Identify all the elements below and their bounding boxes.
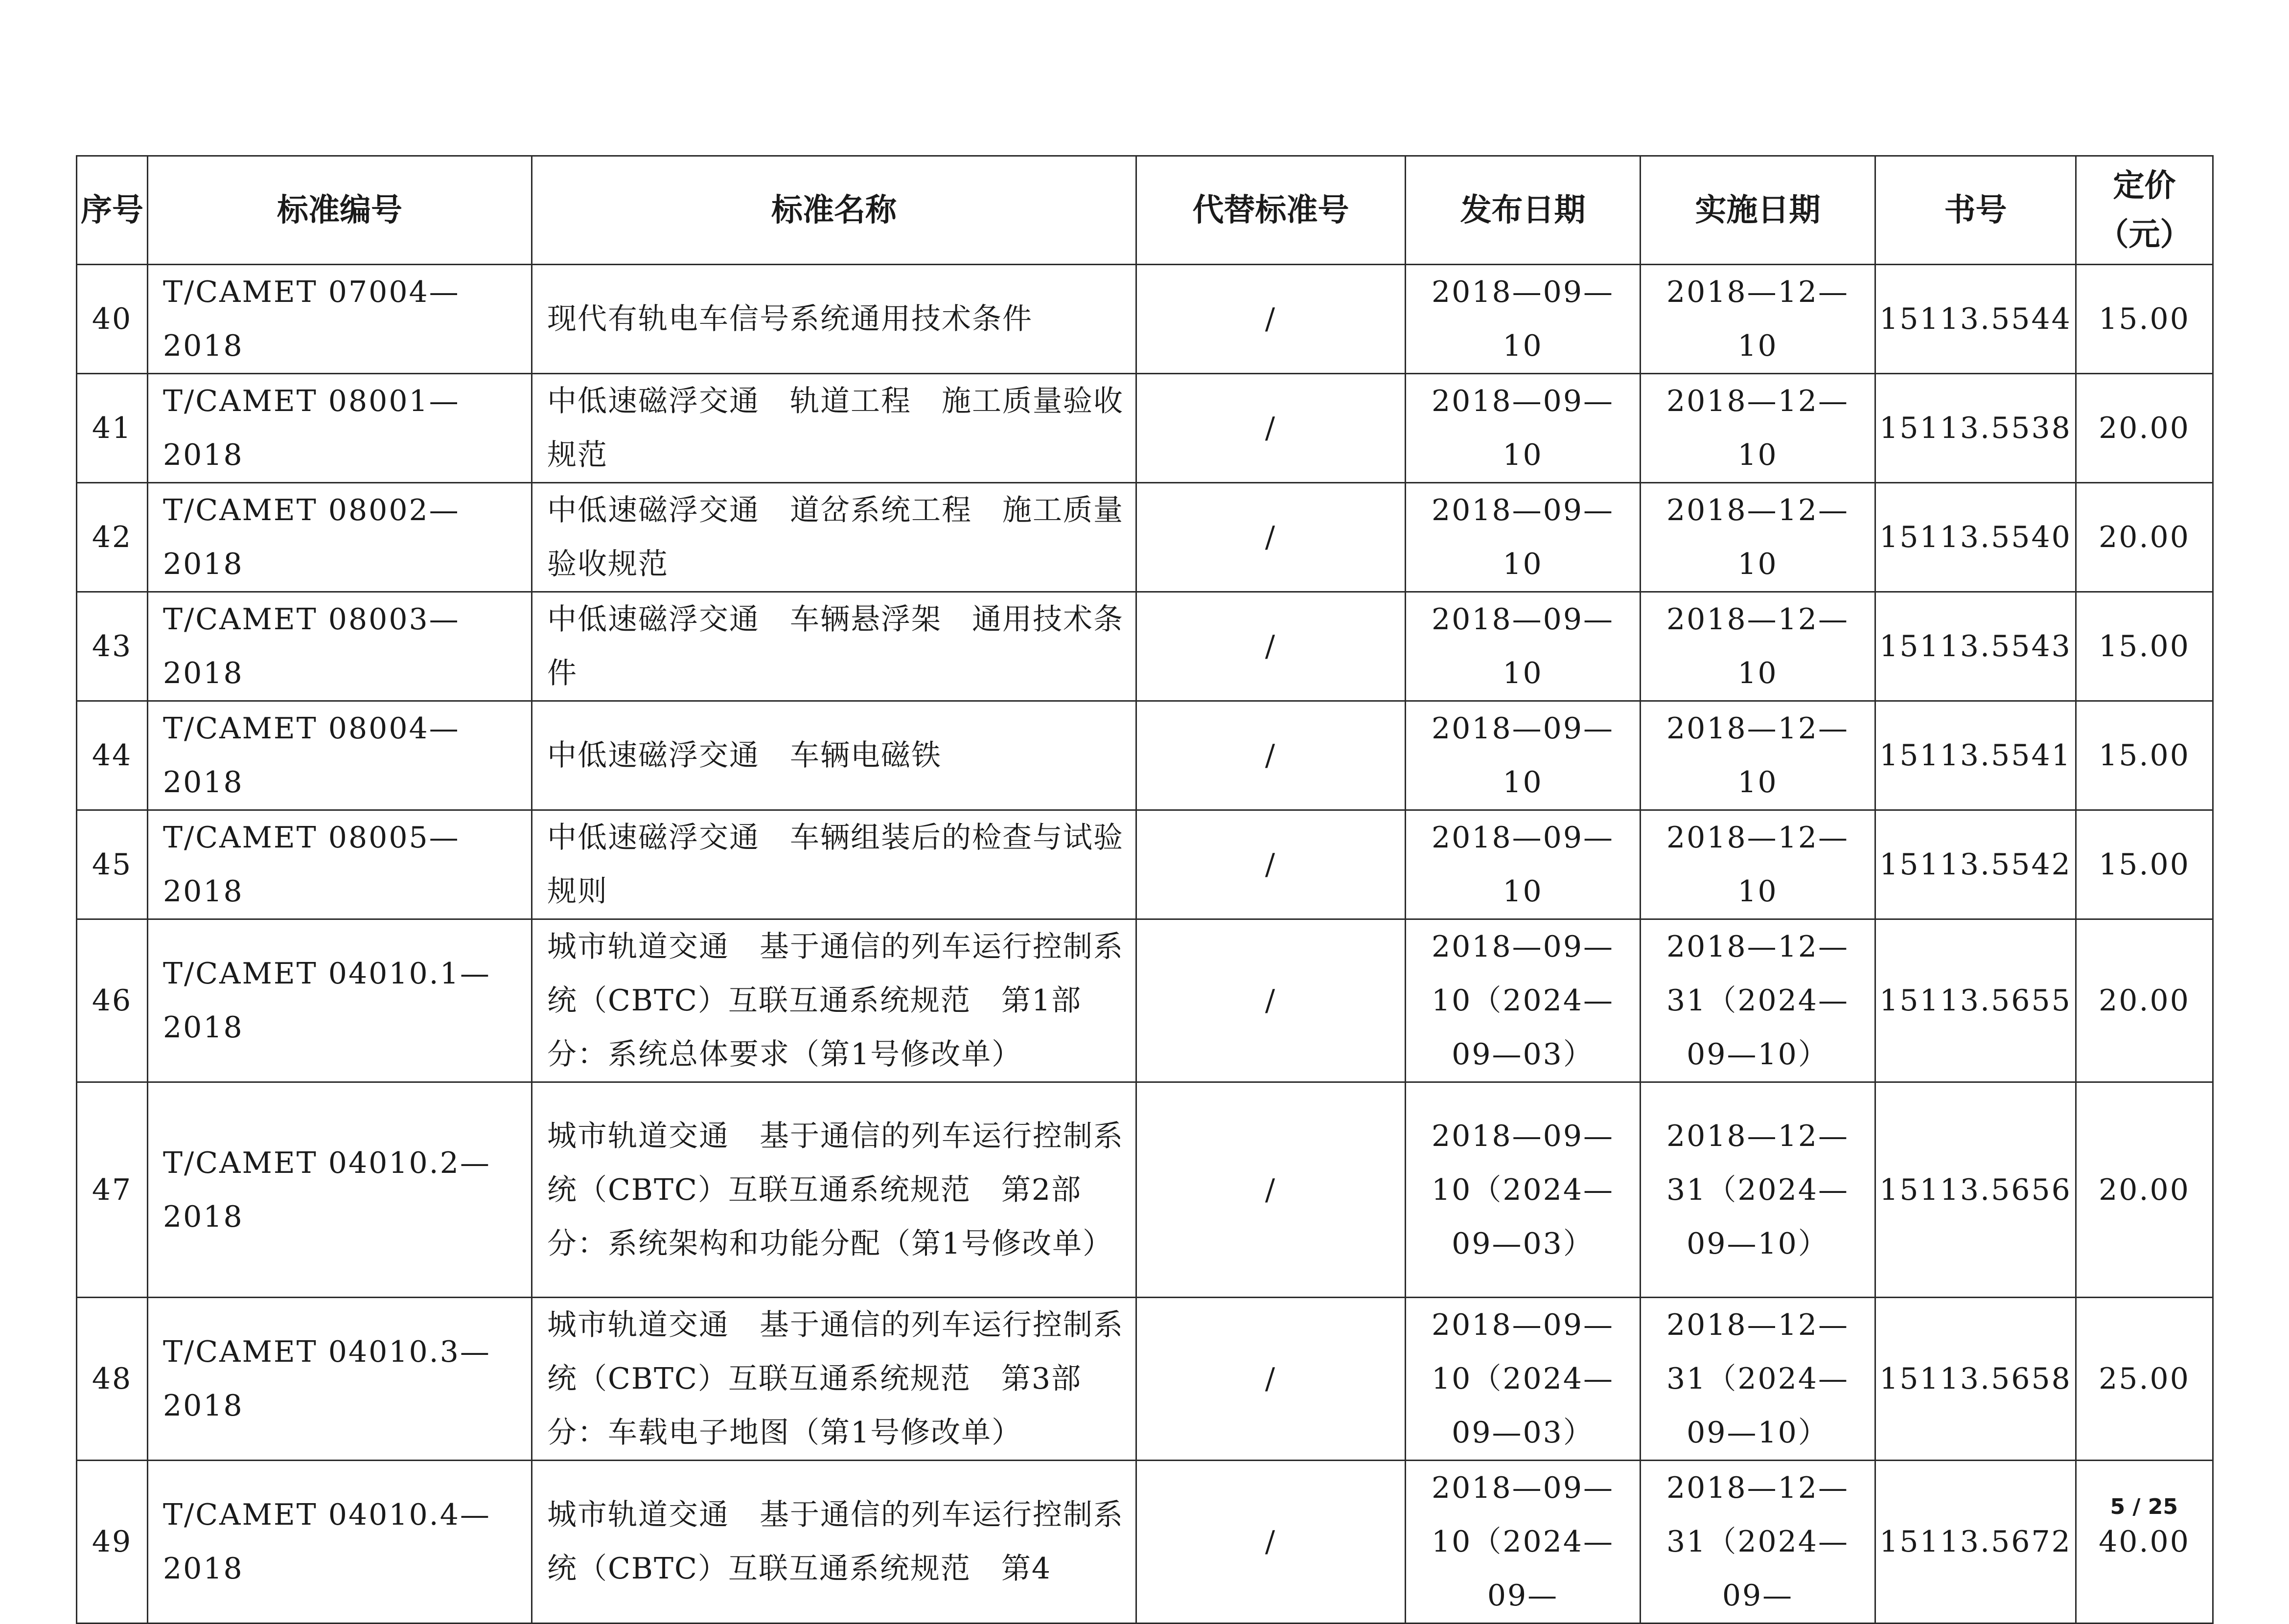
- row-implement-date: 2018—12—10: [1641, 701, 1875, 810]
- row-replace: /: [1136, 374, 1406, 483]
- table-row: [77, 265, 2213, 374]
- row-code: T/CAMET 04010.4—2018: [148, 1461, 532, 1624]
- row-publish-date: 2018—09—10（2024—09—: [1406, 1461, 1641, 1624]
- row-name: 中低速磁浮交通 车辆组装后的检查与试验规则: [532, 810, 1136, 919]
- row-publish-date: 2018—09—10: [1406, 483, 1641, 592]
- table-row: [77, 1298, 2213, 1461]
- table-row: [77, 592, 2213, 701]
- row-code: T/CAMET 04010.1—2018: [148, 919, 532, 1082]
- row-replace: /: [1136, 701, 1406, 810]
- row-name: 中低速磁浮交通 车辆悬浮架 通用技术条件: [532, 592, 1136, 701]
- row-price: 15.00: [2076, 592, 2213, 701]
- header-seq: 序号: [77, 156, 148, 265]
- row-replace: /: [1136, 810, 1406, 919]
- row-code: T/CAMET 08002—2018: [148, 483, 532, 592]
- row-replace: /: [1136, 1082, 1406, 1298]
- row-seq: 45: [77, 810, 148, 919]
- row-name: 城市轨道交通 基于通信的列车运行控制系统（CBTC）互联互通系统规范 第2部分：系统架构和功能分配（第1号修改单）: [532, 1082, 1136, 1298]
- row-book-number: 15113.5544: [1875, 265, 2076, 374]
- row-replace: /: [1136, 265, 1406, 374]
- header-book-number: 书号: [1875, 156, 2076, 265]
- row-book-number: 15113.5658: [1875, 1298, 2076, 1461]
- row-book-number: 15113.5672: [1875, 1461, 2076, 1624]
- row-seq: 43: [77, 592, 148, 701]
- row-publish-date: 2018—09—10: [1406, 810, 1641, 919]
- row-seq: 48: [77, 1298, 148, 1461]
- row-seq: 46: [77, 919, 148, 1082]
- row-replace: /: [1136, 483, 1406, 592]
- row-book-number: 15113.5656: [1875, 1082, 2076, 1298]
- row-seq: 40: [77, 265, 148, 374]
- row-code: T/CAMET 08004—2018: [148, 701, 532, 810]
- row-implement-date: 2018—12—10: [1641, 265, 1875, 374]
- row-name: 城市轨道交通 基于通信的列车运行控制系统（CBTC）互联互通系统规范 第3部分：车载电子地图（第1号修改单）: [532, 1298, 1136, 1461]
- row-replace: /: [1136, 919, 1406, 1082]
- row-seq: 44: [77, 701, 148, 810]
- table-body: [77, 265, 2213, 1624]
- standards-table: [76, 155, 2214, 1624]
- row-book-number: 15113.5541: [1875, 701, 2076, 810]
- header-implement-date: 实施日期: [1641, 156, 1875, 265]
- row-implement-date: 2018—12—10: [1641, 592, 1875, 701]
- table-row: [77, 483, 2213, 592]
- row-seq: 49: [77, 1461, 148, 1624]
- row-price: 15.00: [2076, 701, 2213, 810]
- header-price: 定价（元）: [2076, 156, 2213, 265]
- row-price: 20.00: [2076, 374, 2213, 483]
- header-replace: 代替标准号: [1136, 156, 1406, 265]
- row-publish-date: 2018—09—10（2024—09—03）: [1406, 919, 1641, 1082]
- row-book-number: 15113.5655: [1875, 919, 2076, 1082]
- row-seq: 41: [77, 374, 148, 483]
- row-replace: /: [1136, 1298, 1406, 1461]
- row-implement-date: 2018—12—31（2024—09—: [1641, 1461, 1875, 1624]
- row-implement-date: 2018—12—31（2024—09—10）: [1641, 1082, 1875, 1298]
- row-price: 20.00: [2076, 483, 2213, 592]
- row-code: T/CAMET 08001—2018: [148, 374, 532, 483]
- row-price: 20.00: [2076, 1082, 2213, 1298]
- row-book-number: 15113.5543: [1875, 592, 2076, 701]
- page-number: 5 / 25: [2110, 1494, 2178, 1519]
- table-row: [77, 810, 2213, 919]
- row-name: 中低速磁浮交通 道岔系统工程 施工质量验收规范: [532, 483, 1136, 592]
- row-price: 15.00: [2076, 265, 2213, 374]
- table-row: [77, 374, 2213, 483]
- row-replace: /: [1136, 592, 1406, 701]
- row-book-number: 15113.5542: [1875, 810, 2076, 919]
- header-name: 标准名称: [532, 156, 1136, 265]
- row-seq: 47: [77, 1082, 148, 1298]
- row-name: 城市轨道交通 基于通信的列车运行控制系统（CBTC）互联互通系统规范 第4: [532, 1461, 1136, 1624]
- row-publish-date: 2018—09—10: [1406, 592, 1641, 701]
- row-price: 15.00: [2076, 810, 2213, 919]
- table-row: [77, 919, 2213, 1082]
- row-implement-date: 2018—12—31（2024—09—10）: [1641, 1298, 1875, 1461]
- row-price: 40.00: [2076, 1461, 2213, 1624]
- row-implement-date: 2018—12—10: [1641, 374, 1875, 483]
- row-publish-date: 2018—09—10（2024—09—03）: [1406, 1082, 1641, 1298]
- header-publish-date: 发布日期: [1406, 156, 1641, 265]
- row-publish-date: 2018—09—10: [1406, 265, 1641, 374]
- row-book-number: 15113.5540: [1875, 483, 2076, 592]
- row-seq: 42: [77, 483, 148, 592]
- row-code: T/CAMET 08003—2018: [148, 592, 532, 701]
- row-implement-date: 2018—12—31（2024—09—10）: [1641, 919, 1875, 1082]
- row-implement-date: 2018—12—10: [1641, 483, 1875, 592]
- table-row: [77, 1082, 2213, 1298]
- table-row: [77, 701, 2213, 810]
- row-publish-date: 2018—09—10: [1406, 701, 1641, 810]
- row-code: T/CAMET 08005—2018: [148, 810, 532, 919]
- row-code: T/CAMET 04010.2—2018: [148, 1082, 532, 1298]
- row-implement-date: 2018—12—10: [1641, 810, 1875, 919]
- row-price: 25.00: [2076, 1298, 2213, 1461]
- header-code: 标准编号: [148, 156, 532, 265]
- row-code: T/CAMET 07004—2018: [148, 265, 532, 374]
- row-book-number: 15113.5538: [1875, 374, 2076, 483]
- row-name: 城市轨道交通 基于通信的列车运行控制系统（CBTC）互联互通系统规范 第1部分：系统总体要求（第1号修改单）: [532, 919, 1136, 1082]
- row-code: T/CAMET 04010.3—2018: [148, 1298, 532, 1461]
- row-publish-date: 2018—09—10（2024—09—03）: [1406, 1298, 1641, 1461]
- header-row: [77, 156, 2213, 265]
- table-row: [77, 1461, 2213, 1624]
- row-name: 中低速磁浮交通 轨道工程 施工质量验收规范: [532, 374, 1136, 483]
- row-name: 中低速磁浮交通 车辆电磁铁: [532, 701, 1136, 810]
- row-price: 20.00: [2076, 919, 2213, 1082]
- row-name: 现代有轨电车信号系统通用技术条件: [532, 265, 1136, 374]
- row-publish-date: 2018—09—10: [1406, 374, 1641, 483]
- row-replace: /: [1136, 1461, 1406, 1624]
